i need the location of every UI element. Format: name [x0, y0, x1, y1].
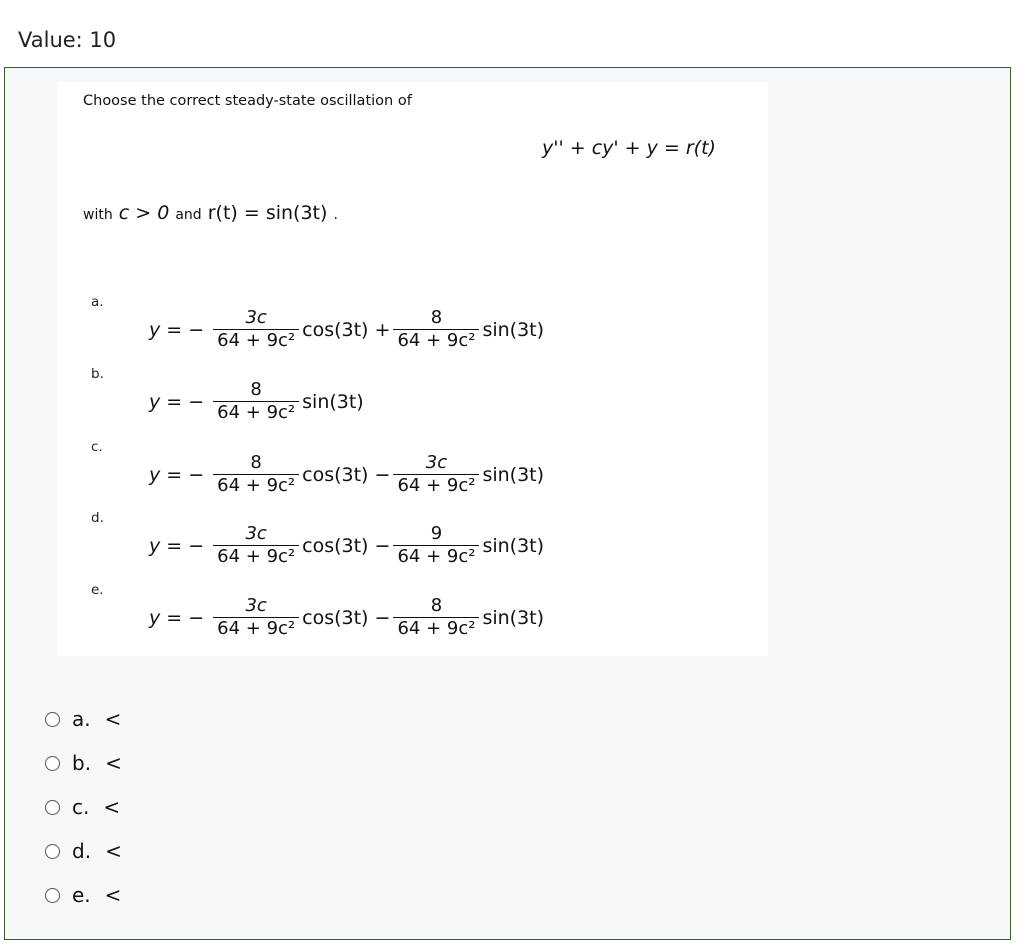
choice-label: c. — [72, 795, 90, 819]
fraction — [393, 452, 479, 497]
term: sin(3t) — [482, 534, 545, 557]
term: cos(3t) − — [302, 463, 391, 486]
minus-sign: − — [188, 534, 205, 557]
fraction — [213, 523, 299, 568]
term: sin(3t) — [482, 318, 545, 341]
period: . — [333, 207, 338, 223]
ode-equation: y'' + cy' + y = r(t) — [542, 137, 716, 159]
choice-label: d. — [72, 839, 92, 863]
radio-button-a[interactable] — [45, 712, 60, 727]
lhs: y = — [149, 606, 183, 629]
option-e-expression — [149, 595, 544, 640]
numerator: 8 — [430, 307, 443, 328]
with-word: with — [83, 207, 113, 223]
choice-a[interactable] — [45, 697, 122, 741]
radio-button-d[interactable] — [45, 844, 60, 859]
lhs: y = — [149, 390, 183, 413]
fraction — [393, 307, 479, 352]
denominator: 64 + 9c² — [213, 329, 299, 352]
numerator: 8 — [430, 595, 443, 616]
option-a-expression — [149, 307, 544, 352]
question-prompt: Choose the correct steady-state oscillation of — [83, 93, 412, 109]
fraction — [213, 307, 299, 352]
choice-c[interactable] — [45, 785, 122, 829]
fraction — [393, 595, 479, 640]
choice-d[interactable] — [45, 829, 122, 873]
choice-label: b. — [72, 751, 92, 775]
option-letter-d: d. — [91, 510, 104, 526]
term: sin(3t) — [482, 606, 545, 629]
option-letter-c: c. — [91, 439, 103, 455]
denominator: 64 + 9c² — [213, 401, 299, 424]
value-label: Value: 10 — [18, 28, 117, 52]
denominator: 64 + 9c² — [213, 617, 299, 640]
numerator: 8 — [250, 379, 262, 400]
denominator: 64 + 9c² — [393, 329, 479, 352]
choice-mark: < — [105, 839, 122, 863]
numerator: 3c — [245, 595, 267, 616]
numerator: 8 — [250, 452, 262, 473]
choice-mark: < — [104, 707, 122, 731]
option-letter-a: a. — [91, 294, 104, 310]
term: cos(3t) + — [302, 318, 391, 341]
denominator: 64 + 9c² — [213, 545, 299, 568]
lhs: y = — [149, 318, 183, 341]
condition-line — [83, 202, 338, 224]
radio-button-b[interactable] — [45, 756, 60, 771]
choice-mark: < — [103, 795, 121, 819]
and-word: and — [175, 207, 202, 223]
term: cos(3t) − — [302, 534, 391, 557]
forcing-function: r(t) = sin(3t) — [207, 202, 328, 224]
numerator: 3c — [425, 452, 448, 473]
option-c-expression — [149, 452, 544, 497]
minus-sign: − — [188, 318, 205, 341]
fraction — [213, 452, 299, 497]
numerator: 9 — [430, 523, 443, 544]
option-letter-b: b. — [91, 366, 104, 382]
minus-sign: − — [188, 463, 205, 486]
lhs: y = — [149, 463, 183, 486]
question-box — [4, 67, 1011, 940]
term: cos(3t) − — [302, 606, 391, 629]
fraction — [213, 379, 299, 424]
term: sin(3t) — [482, 463, 545, 486]
numerator: 3c — [245, 307, 267, 328]
minus-sign: − — [188, 390, 205, 413]
c-condition: c > 0 — [118, 202, 170, 224]
choice-b[interactable] — [45, 741, 122, 785]
denominator: 64 + 9c² — [213, 474, 299, 497]
denominator: 64 + 9c² — [393, 617, 479, 640]
choice-e[interactable] — [45, 873, 122, 917]
radio-button-e[interactable] — [45, 888, 60, 903]
choice-mark: < — [105, 751, 122, 775]
choice-mark: < — [104, 883, 122, 907]
numerator: 3c — [245, 523, 267, 544]
choice-label: a. — [72, 707, 91, 731]
minus-sign: − — [188, 606, 205, 629]
option-d-expression — [149, 523, 544, 568]
denominator: 64 + 9c² — [393, 474, 479, 497]
option-b-expression — [149, 379, 364, 424]
denominator: 64 + 9c² — [393, 545, 479, 568]
lhs: y = — [149, 534, 183, 557]
fraction — [393, 523, 479, 568]
choice-label: e. — [72, 883, 91, 907]
fraction — [213, 595, 299, 640]
term: sin(3t) — [302, 390, 364, 413]
question-panel — [57, 82, 768, 656]
answer-choices — [45, 697, 122, 917]
radio-button-c[interactable] — [45, 800, 60, 815]
option-letter-e: e. — [91, 582, 104, 598]
